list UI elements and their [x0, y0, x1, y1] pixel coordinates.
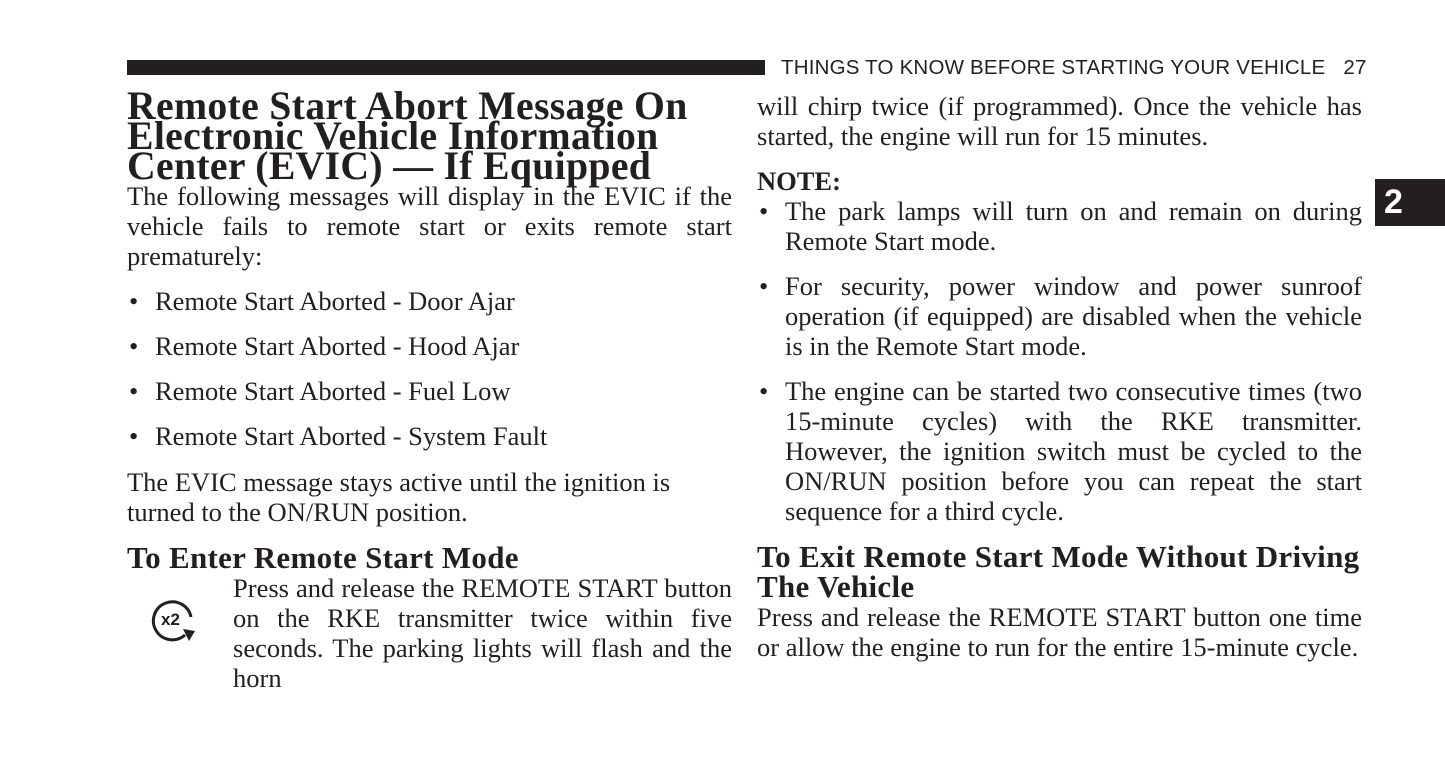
page-number: 27 [1343, 56, 1367, 79]
list-item: • For security, power window and power sunroof operation (if equipped) are disabled when the vehicle is in the Remote Start mode. [759, 271, 1362, 361]
list-item: • Remote Start Aborted - Fuel Low [129, 376, 511, 406]
list-item: • The park lamps will turn on and remain on during Remote Start mode. [759, 196, 1362, 256]
header-rule [127, 60, 765, 75]
heading-exit-remote-start: To Exit Remote Start Mode Without Driving The Vehicle [757, 539, 1360, 604]
enter-paragraph: Press and release the REMOTE START button on the RKE transmitter twice within five seconds. The parking lights will flash and the horn [233, 573, 732, 693]
list-item: • Remote Start Aborted - Hood Ajar [129, 331, 520, 361]
right-column [757, 91, 1362, 662]
enter-instructions [127, 573, 732, 693]
heading-evic-abort: Remote Start Abort Message On Electronic Vehicle Information Center (EVIC) — If Equipped [127, 84, 688, 188]
svg-text:x2: x2 [161, 610, 180, 629]
abort-message-list [127, 286, 732, 451]
left-column [127, 84, 732, 693]
heading-enter-remote-start: To Enter Remote Start Mode [127, 540, 519, 575]
evic-note-paragraph: The EVIC message stays active until the ignition is turned to the ON/RUN position. [127, 467, 671, 527]
chapter-tab: 2 [1375, 179, 1445, 226]
running-header [781, 56, 1367, 80]
list-item: • Remote Start Aborted - Door Ajar [129, 286, 515, 316]
section-title: THINGS TO KNOW BEFORE STARTING YOUR VEHICLE [781, 56, 1326, 79]
note-list [757, 196, 1362, 526]
intro-paragraph: The following messages will display in the EVIC if the vehicle fails to remote start or exits remote start prematurely: [127, 181, 732, 271]
exit-paragraph: Press and release the REMOTE START button one time or allow the engine to run for the entire 15-minute cycle. [757, 602, 1362, 662]
list-item: • The engine can be started two consecutive times (two 15-minute cycles) with the RKE transmitter. However, the ignition switch must be cycled to the ON/RUN position before you can repeat the start sequence for a third cycle. [759, 376, 1362, 526]
list-item: • Remote Start Aborted - System Fault [129, 421, 548, 451]
note-label: NOTE: [757, 166, 841, 196]
press-twice-icon [147, 595, 201, 643]
continued-paragraph: will chirp twice (if programmed). Once the vehicle has started, the engine will run for 15 minutes. [757, 91, 1362, 151]
